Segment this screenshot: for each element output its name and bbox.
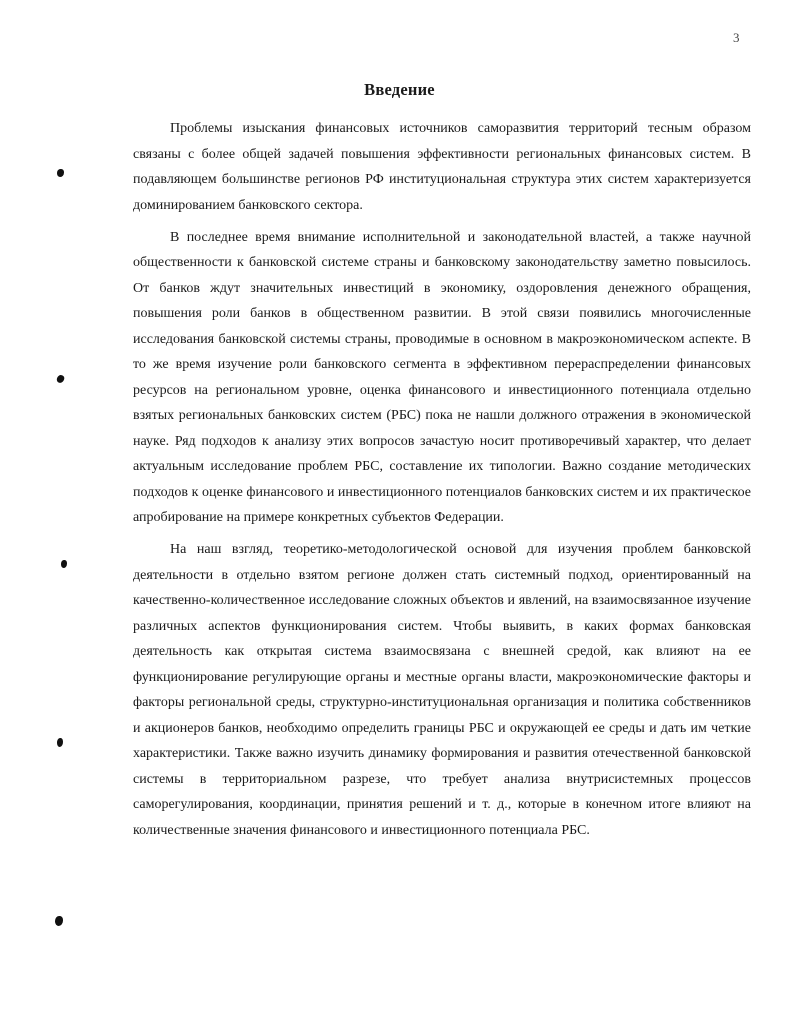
punch-hole-mark-4 <box>57 738 63 747</box>
punch-hole-mark-1 <box>57 169 64 177</box>
body-text <box>133 116 751 850</box>
paragraph-2: В последнее время внимание исполнительной и законодательной властей, а также научной общественности к банковской системе страны и банковскому законодательству заметно повысилось. От банков ждут значительных инвестиций в экономику, оздоровления денежного обращения, повышения роли банков в общественном развитии. В этой связи появились многочисленные исследования банковской системы страны, проводимые в основном в макроэкономическом аспекте. В то же время изучение роли банковского сегмента в эффективном перераспределении финансовых ресурсов на региональном уровне, оценка финансового и инвестиционного потенциала отдельно взятых региональных банковских систем (РБС) пока не нашли должного отражения в экономической науке. Ряд подходов к анализу этих вопросов зачастую носит противоречивый характер, что делает актуальным исследование проблем РБС, составление их типологии. Важно создание методических подходов к оценке финансового и инвестиционного потенциалов банковских систем и их практическое апробирование на примере конкретных субъектов Федерации. <box>133 229 751 525</box>
page-number: 3 <box>733 30 740 45</box>
paragraph-3: На наш взгляд, теоретико-методологической основой для изучения проблем банковской деятельности в отдельно взятом регионе должен стать системный подход, ориентированный на качественно-количественное исследование сложных объектов и явлений, на взаимосвязанное изучение различных аспектов функционирования систем. Чтобы выявить, в каких формах банковская деятельность как открытая система взаимосвязана с внешней средой, как влияют на ее функционирование регулирующие органы и местные органы власти, макроэкономические факторы и факторы региональной среды, структурно-институциональная организация и политика собственников и акционеров банков, необходимо определить границы РБС и окружающей ее среды и дать им четкие характеристики. Также важно изучить динамику формирования и развития отечественной банковской системы в территориальном разрезе, что требует анализа внутрисистемных процессов саморегулирования, координации, принятия решений и т. д., которые в конечном итоге влияют на количественные значения финансового и инвестиционного потенциала РБС. <box>133 542 751 838</box>
punch-hole-mark-3 <box>61 560 67 568</box>
punch-hole-mark-5 <box>55 916 63 926</box>
page-title: Введение <box>364 80 435 99</box>
punch-hole-mark-2 <box>56 374 65 384</box>
paragraph-1: Проблемы изыскания финансовых источников саморазвития территорий тесным образом связаны с более общей задачей повышения эффективности региональных финансовых систем. В подавляющем большинстве регионов РФ институциональная структура этих систем характеризуется доминированием банковского сектора. <box>133 121 751 213</box>
